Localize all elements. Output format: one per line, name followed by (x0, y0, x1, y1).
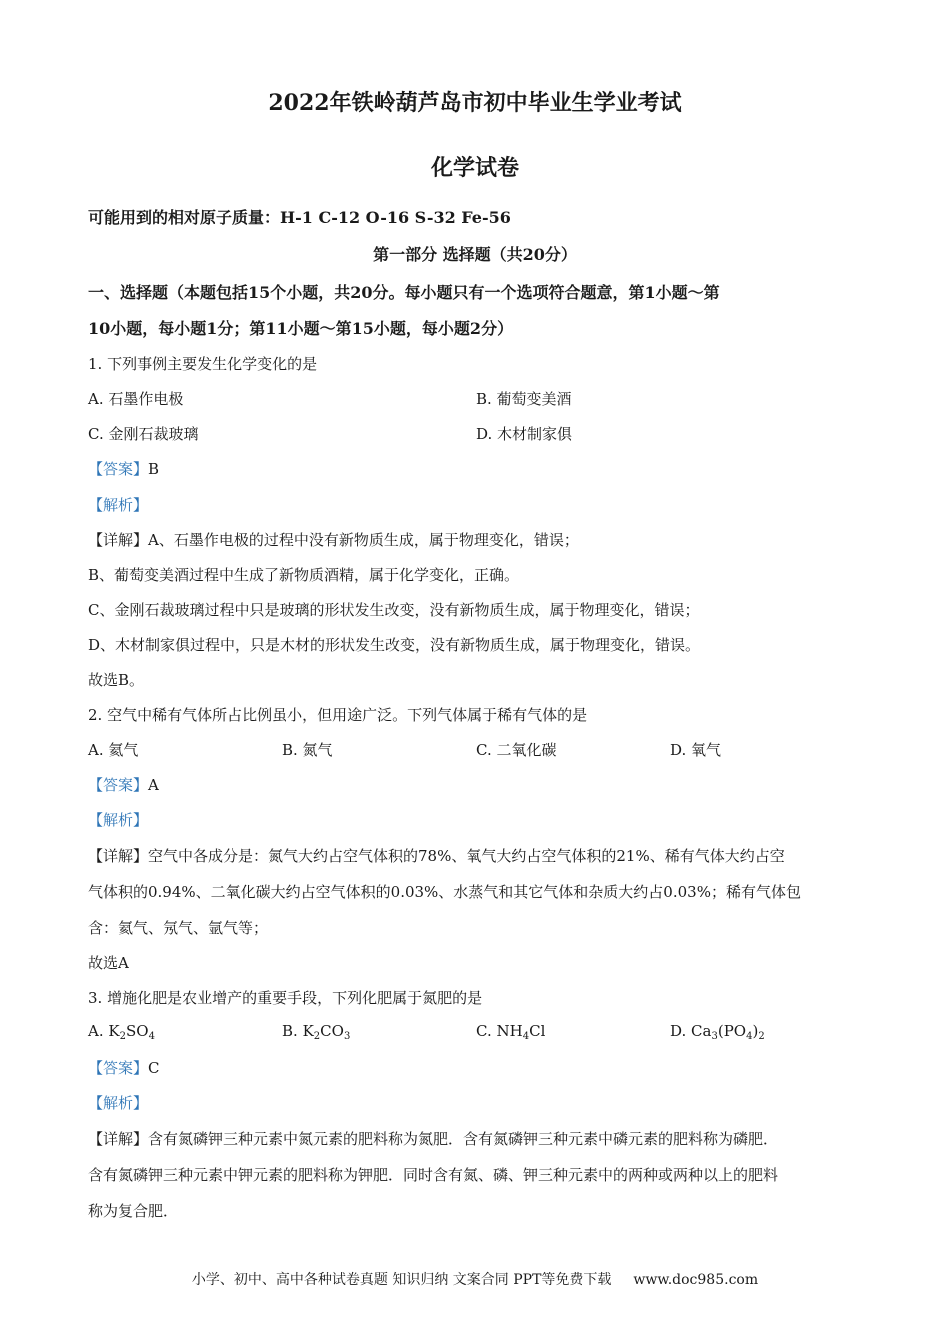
atomic-masses: 可能用到的相对原子质量：H-1 C-12 O-16 S-32 Fe-56 (88, 208, 511, 227)
part-one-heading: 第一部分 选择题（共20分） (373, 245, 577, 264)
q1-detail-2: B、葡萄变美酒过程中生成了新物质酒精，属于化学变化，正确。 (88, 566, 520, 584)
q2-option-c: C. 二氧化碳 (476, 741, 557, 759)
q2-option-d: D. 氧气 (670, 741, 722, 759)
q1-option-a: A. 石墨作电极 (88, 390, 184, 408)
q2-detail-2: 气体积的0.94%、二氧化碳大约占空气体积的0.03%、水蒸气和其它气体和杂质大约占0.03%；稀有气体包 (88, 883, 801, 901)
page-footer (0, 1269, 950, 1289)
q3-detail-text-1: 含有氮磷钾三种元素中氮元素的肥料称为氮肥．含有氮磷钾三种元素中磷元素的肥料称为磷肥． (148, 1130, 779, 1148)
footer-text: 小学、初中、高中各种试卷真题 知识归纳 文案合同 PPT等免费下载 (191, 1272, 612, 1288)
q3-detail-3: 称为复合肥． (88, 1202, 179, 1220)
q1-option-c: C. 金刚石裁玻璃 (88, 425, 199, 443)
detail-tag: 【详解】 (88, 531, 149, 549)
q1-stem: 1. 下列事例主要发生化学变化的是 (88, 355, 318, 373)
q2-answer-value: A (148, 776, 159, 794)
q3-answer-value: C (148, 1059, 160, 1077)
section-heading-line1: 一、选择题（本题包括15个小题，共20分。每小题只有一个选项符合题意，第1小题～第 (88, 283, 720, 302)
q3-stem: 3. 增施化肥是农业增产的重要手段，下列化肥属于氮肥的是 (88, 989, 483, 1007)
q1-detail-1 (88, 529, 579, 550)
answer-tag: 【答案】 (88, 460, 149, 478)
q3-detail-1 (88, 1128, 778, 1149)
q1-answer (88, 458, 159, 479)
q2-stem: 2. 空气中稀有气体所占比例虽小，但用途广泛。下列气体属于稀有气体的是 (88, 706, 588, 724)
q2-option-b: B. 氮气 (282, 741, 333, 759)
q2-conclusion: 故选A (88, 954, 129, 972)
q3-analysis (88, 1092, 148, 1113)
section-heading-line2: 10小题，每小题1分；第11小题～第15小题，每小题2分） (88, 319, 514, 338)
q1-detail-3: C、金刚石裁玻璃过程中只是玻璃的形状发生改变，没有新物质生成，属于物理变化，错误； (88, 601, 700, 619)
q3-option-c: C. $NH_4Cl$ (476, 1022, 546, 1042)
footer-url: www.doc985.com (633, 1272, 759, 1288)
q2-detail-1 (88, 845, 785, 866)
detail-tag: 【详解】 (88, 1130, 149, 1148)
q1-answer-value: B (148, 460, 160, 478)
q2-option-a: A. 氦气 (88, 741, 139, 759)
q1-option-b: B. 葡萄变美酒 (476, 390, 572, 408)
q1-conclusion: 故选B。 (88, 671, 145, 689)
q3-option-a: A. $K_2SO_4$ (88, 1022, 155, 1042)
q3-answer (88, 1057, 160, 1078)
answer-tag: 【答案】 (88, 1059, 149, 1077)
q2-analysis (88, 809, 148, 830)
q3-option-d: D. $Ca_3(PO_4)_2$ (670, 1022, 765, 1042)
q1-detail-text-1: A、石墨作电极的过程中没有新物质生成，属于物理变化，错误； (148, 531, 579, 549)
analysis-tag: 【解析】 (88, 496, 149, 514)
analysis-tag: 【解析】 (88, 1094, 149, 1112)
exam-subtitle: 化学试卷 (430, 155, 519, 181)
q1-analysis (88, 494, 148, 515)
answer-tag: 【答案】 (88, 776, 149, 794)
q3-option-b: B. $K_2CO_3$ (282, 1022, 351, 1042)
q2-answer (88, 774, 159, 795)
q3-detail-2: 含有氮磷钾三种元素中钾元素的肥料称为钾肥．同时含有氮、磷、钾三种元素中的两种或两种以上的肥料 (88, 1166, 779, 1184)
exam-title: 2022年铁岭葫芦岛市初中毕业生学业考试 (268, 90, 682, 116)
q1-detail-4: D、木材制家俱过程中，只是木材的形状发生改变，没有新物质生成，属于物理变化，错误。 (88, 636, 701, 654)
detail-tag: 【详解】 (88, 847, 149, 865)
q2-detail-3: 含：氦气、氖气、氩气等； (88, 919, 269, 937)
analysis-tag: 【解析】 (88, 811, 149, 829)
q2-detail-text-1: 空气中各成分是：氮气大约占空气体积的78%、氧气大约占空气体积的21%、稀有气体大约占空 (148, 847, 785, 865)
q1-option-d: D. 木材制家俱 (476, 425, 573, 443)
